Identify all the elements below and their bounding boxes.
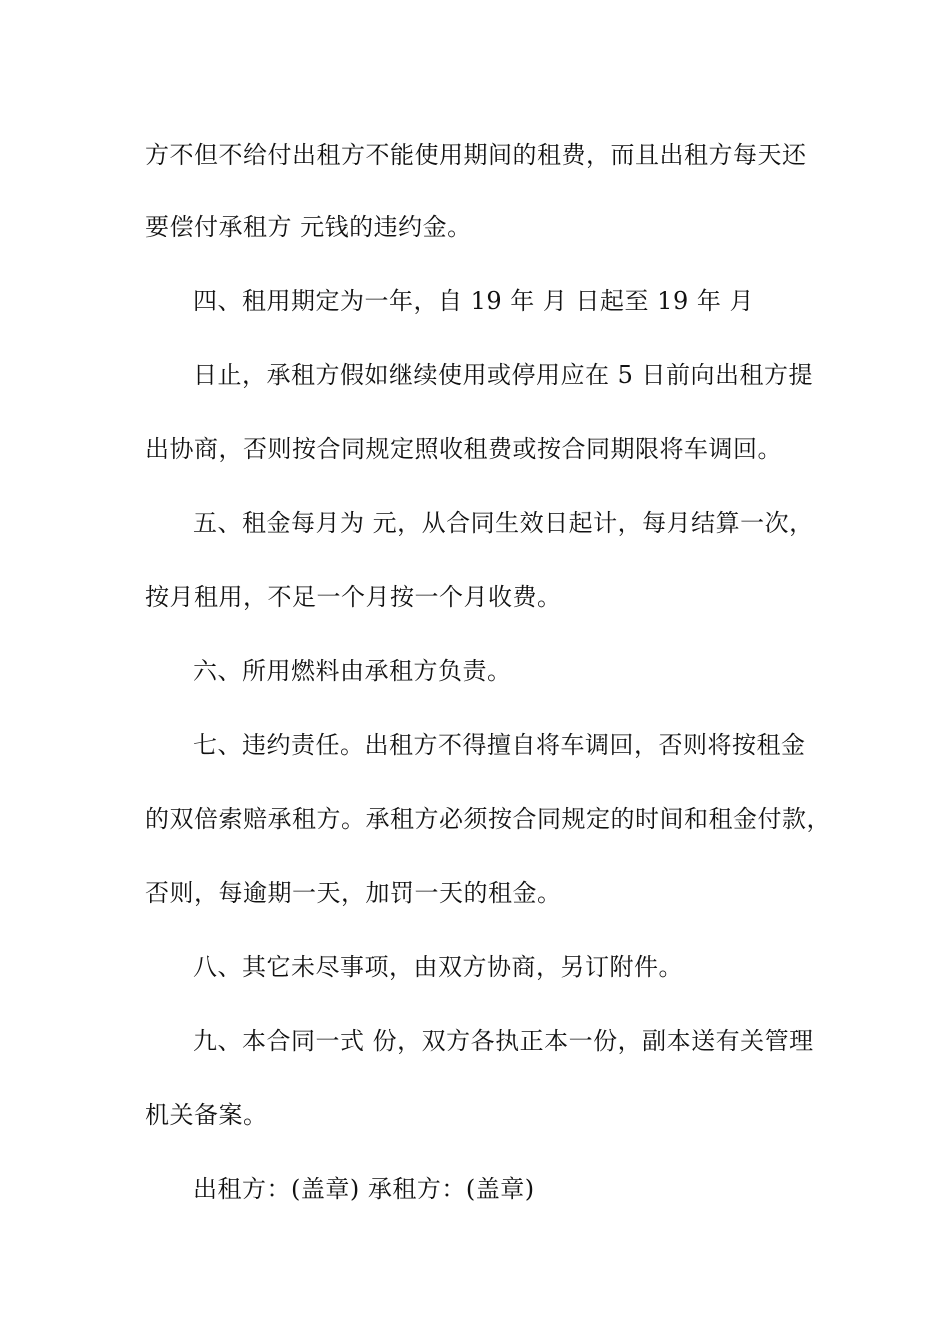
- text-line: 要偿付承租方 元钱的违约金。: [145, 213, 472, 241]
- text-line: 否则，每逾期一天，加罚一天的租金。: [145, 879, 562, 907]
- text-line: 按月租用，不足一个月按一个月收费。: [145, 583, 562, 611]
- clause-6-line: 六、所用燃料由承租方负责。: [193, 657, 512, 685]
- clause-4-line: 四、租用期定为一年，自 19 年 月 日起至 19 年 月: [193, 287, 754, 315]
- text-line: 日止，承租方假如继续使用或停用应在 5 日前向出租方提: [193, 361, 814, 389]
- signature-line: 出租方：(盖章) 承租方：(盖章): [193, 1175, 535, 1203]
- clause-8-line: 八、其它未尽事项，由双方协商，另订附件。: [193, 953, 683, 981]
- clause-5-line: 五、租金每月为 元，从合同生效日起计，每月结算一次，: [193, 509, 814, 537]
- text-line: 的双倍索赔承租方。承租方必须按合同规定的时间和租金付款，: [145, 805, 831, 833]
- clause-9-line: 九、本合同一式 份，双方各执正本一份，副本送有关管理: [193, 1027, 814, 1055]
- text-line: 出协商，否则按合同规定照收租费或按合同期限将车调回。: [145, 435, 782, 463]
- text-line: 机关备案。: [145, 1101, 268, 1129]
- text-line: 方不但不给付出租方不能使用期间的租费，而且出租方每天还: [145, 141, 807, 169]
- clause-7-line: 七、违约责任。出租方不得擅自将车调回，否则将按租金: [193, 731, 806, 759]
